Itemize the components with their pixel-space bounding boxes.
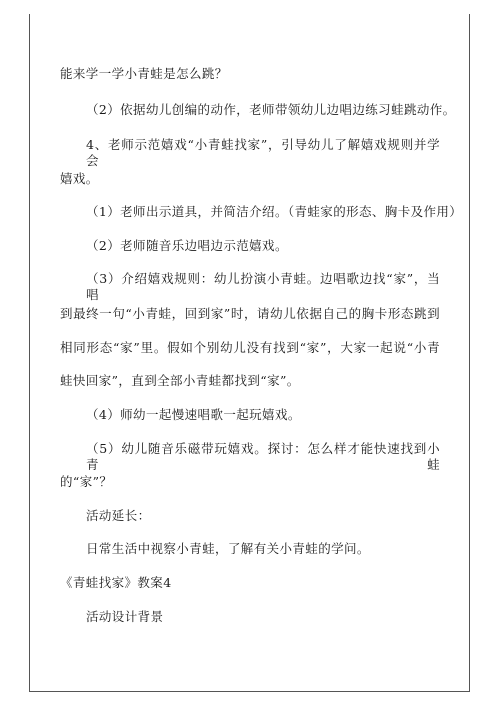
paragraph-line: 嬉戏。 bbox=[60, 171, 99, 186]
paragraph-line: 到最终一句“小青蛙，回到家”时，请幼儿依据自己的胸卡形态跳到 bbox=[60, 306, 440, 321]
paragraph-line: 的“家”？ bbox=[60, 474, 113, 489]
paragraph-line: （2）依据幼儿创编的动作，老师带领幼儿边唱边练习蛙跳动作。 bbox=[86, 102, 456, 117]
section-label: 活动设计背景 bbox=[86, 609, 164, 624]
paragraph-line: 相同形态“家”里。假如个别幼儿没有找到“家”，大家一起说“小青 bbox=[60, 340, 440, 355]
lesson-plan-title: 《青蛙找家》教案4 bbox=[60, 575, 172, 590]
paragraph-line: （5）幼儿随音乐磁带玩嬉戏。探讨：怎么样才能快速找到小青蛙 bbox=[86, 441, 440, 472]
section-label: 活动延长： bbox=[86, 508, 151, 523]
paragraph-line: （3）介绍嬉戏规则：幼儿扮演小青蛙。边唱歌边找“家”，当唱 bbox=[86, 271, 440, 302]
paragraph-line: 日常生活中视察小青蛙，了解有关小青蛙的学问。 bbox=[86, 541, 370, 556]
paragraph-line: （1）老师出示道具，并简洁介绍。（青蛙家的形态、胸卡及作用） bbox=[86, 204, 463, 219]
paragraph-line: 蛙快回家”，直到全部小青蛙都找到“家”。 bbox=[60, 373, 300, 388]
paragraph-line: 能来学一学小青蛙是怎么跳？ bbox=[60, 66, 228, 81]
paragraph-line: （2）老师随音乐边唱边示范嬉戏。 bbox=[86, 238, 288, 253]
paragraph-line: （4）师幼一起慢速唱歌一起玩嬉戏。 bbox=[86, 407, 301, 422]
paragraph-line: 4、老师示范嬉戏“小青蛙找家”，引导幼儿了解嬉戏规则并学会 bbox=[86, 137, 440, 168]
